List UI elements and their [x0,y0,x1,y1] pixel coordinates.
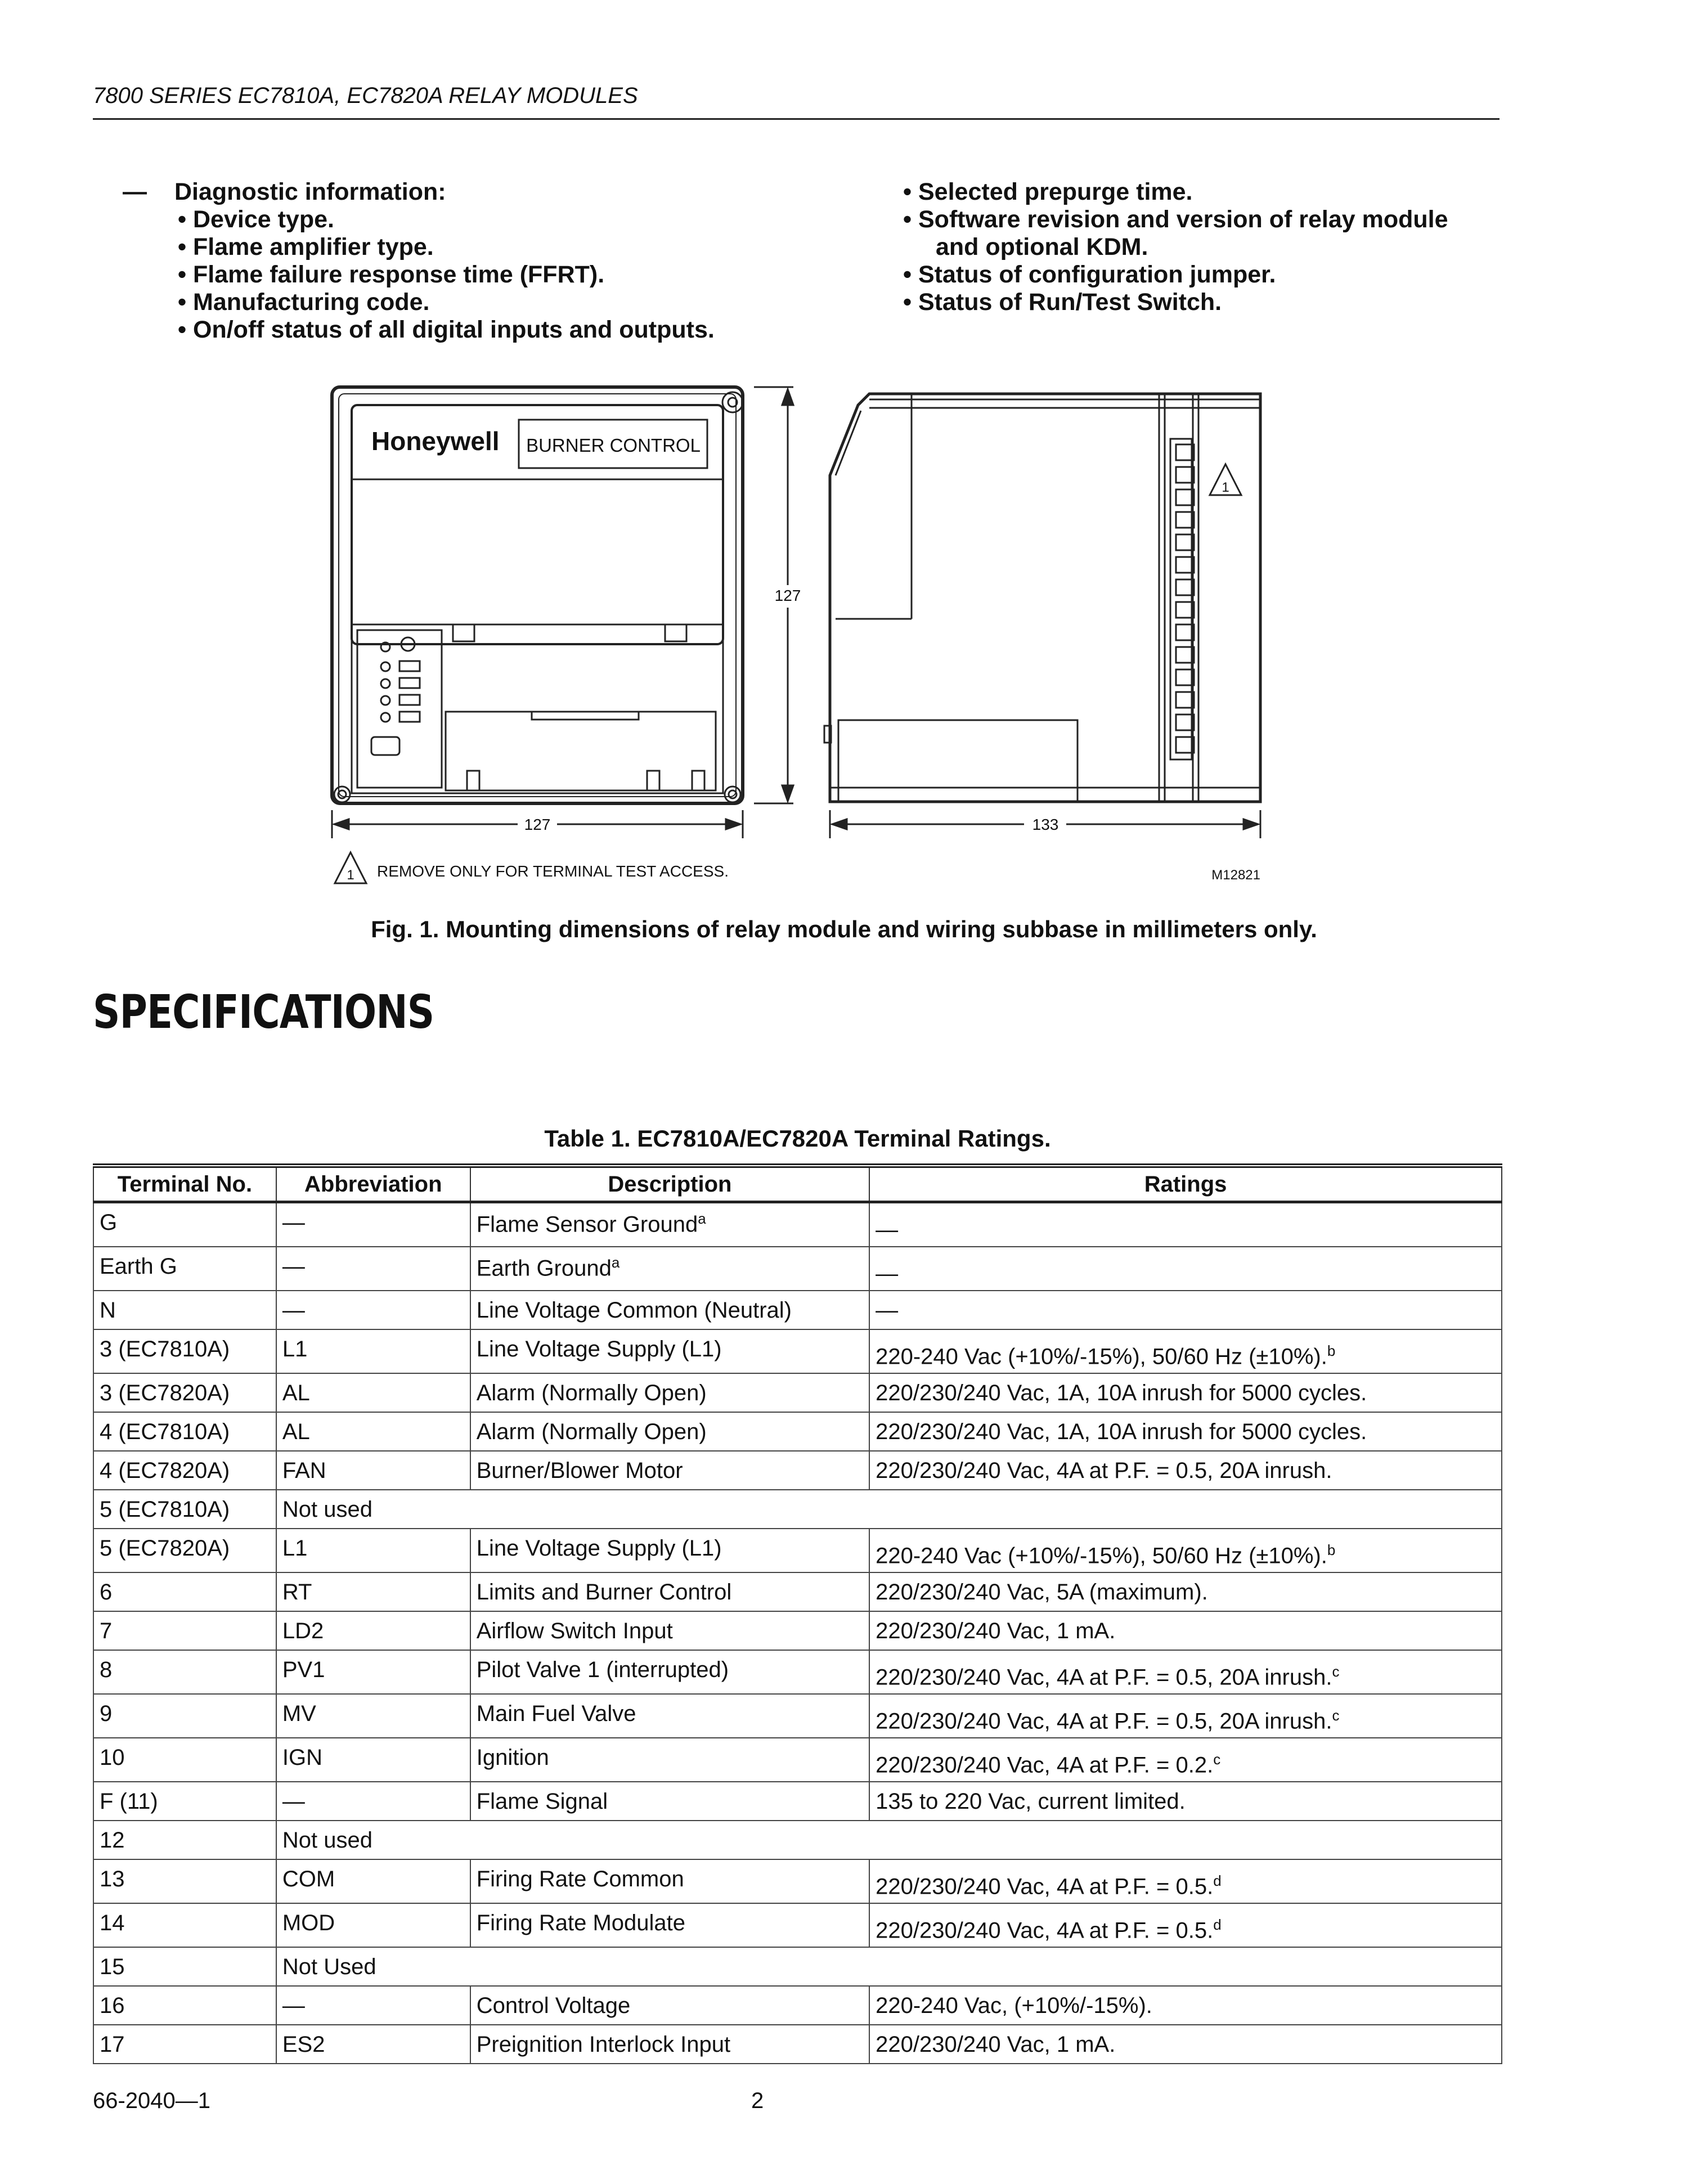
table-row [93,1859,1502,1903]
table-row [93,1490,1502,1529]
description-cell [470,2025,869,2064]
abbreviation-cell [276,1611,470,1650]
front-width-label: 127 [524,816,551,833]
description-cell-text: Firing Rate Modulate [476,1911,686,1935]
description-cell [470,1694,869,1738]
abbreviation-cell [276,1903,470,1947]
rating-cell-text: — [876,1298,899,1323]
rating-cell [869,2025,1502,2064]
table-row [93,1694,1502,1738]
terminal-cell [93,2025,276,2064]
table-row [93,1329,1502,1373]
rating-cell [869,1451,1502,1490]
rating-cell-text: 220/230/240 Vac, 1 mA. [876,2032,1116,2057]
abbreviation-cell [276,1247,470,1291]
terminal-cell [93,1412,276,1451]
rating-cell-text: 220/230/240 Vac, 1A, 10A inrush for 5000 cycles. [876,1381,1367,1405]
burner-control-label: BURNER CONTROL [526,435,701,456]
abbreviation-cell-text: MOD [282,1911,335,1935]
rating-cell-text: — [876,1261,899,1286]
description-cell-text: Limits and Burner Control [476,1580,732,1605]
terminal-cell [93,1694,276,1738]
front-view [332,387,743,803]
description-cell-text: Burner/Blower Motor [476,1458,683,1483]
terminal-cell [93,1782,276,1821]
terminal-cell [93,1986,276,2025]
not-used-cell [276,1821,1502,1859]
abbreviation-cell [276,1412,470,1451]
led-indicator [381,679,390,688]
rating-cell [869,1202,1502,1247]
description-cell [470,1451,869,1490]
table-row [93,1451,1502,1490]
terminal-cell [93,1373,276,1412]
footnote-marker: c [1332,1662,1340,1680]
table-body [93,1202,1502,2064]
footnote-marker: c [1332,1706,1340,1724]
description-cell-text: Ignition [476,1745,549,1770]
terminal-cell-text: 3 (EC7810A) [100,1337,230,1361]
footnote-marker: a [698,1210,706,1227]
table-row [93,1821,1502,1859]
description-cell-text: Airflow Switch Input [476,1619,673,1643]
table-row [93,1291,1502,1329]
running-header: 7800 SERIES EC7810A, EC7820A RELAY MODULES [93,83,638,108]
rating-cell-text: 220/230/240 Vac, 4A at P.F. = 0.5, 20A inrush. [876,1709,1332,1733]
not-used-cell-text: Not used [282,1497,372,1522]
description-cell [470,1782,869,1821]
abbreviation-cell-text: LD2 [282,1619,324,1643]
rating-cell [869,1650,1502,1694]
description-cell [470,1650,869,1694]
terminal-cell [93,1451,276,1490]
rating-cell-text: 220/230/240 Vac, 4A at P.F. = 0.5. [876,1918,1214,1943]
rating-cell [869,1373,1502,1412]
abbreviation-cell [276,1782,470,1821]
rating-cell-text: — [876,1217,899,1242]
rating-cell [869,1291,1502,1329]
led-indicator [381,696,390,705]
table-row [93,1373,1502,1412]
description-cell [470,1529,869,1572]
terminal-cell-text: 13 [100,1867,125,1891]
document-number: 66-2040—1 [93,2088,211,2113]
not-used-cell-text: Not used [282,1828,372,1853]
description-cell-text: Line Voltage Supply (L1) [476,1536,722,1561]
abbreviation-cell-text: — [282,1298,305,1323]
list-item: • Device type. [178,206,334,233]
led-indicator [381,662,390,671]
terminal-cell-text: 10 [100,1745,125,1770]
abbreviation-cell [276,1650,470,1694]
column-header: Terminal No. [93,1166,276,1202]
terminal-cell [93,1738,276,1782]
abbreviation-cell-text: — [282,1254,305,1279]
footnote-marker: d [1213,1872,1222,1889]
terminal-cell-text: 14 [100,1911,125,1935]
table-row [93,1202,1502,1247]
not-used-cell [276,1947,1502,1986]
table-row [93,1738,1502,1782]
abbreviation-cell-text: MV [282,1701,316,1726]
description-cell [470,1412,869,1451]
abbreviation-cell [276,1572,470,1611]
list-item: • Flame failure response time (FFRT). [178,261,605,288]
mounting-dimensions-figure [315,377,1272,900]
footnote-marker: b [1327,1342,1336,1359]
terminal-cell-text: 16 [100,1993,125,2018]
footnote-marker: a [611,1254,620,1271]
not-used-cell-text: Not Used [282,1954,376,1979]
header-rule [93,118,1500,120]
description-cell [470,1247,869,1291]
terminal-cell [93,1859,276,1903]
list-dash: — [123,178,147,205]
terminal-cell-text: 4 (EC7810A) [100,1419,230,1444]
table-row [93,1611,1502,1650]
abbreviation-cell-text: L1 [282,1337,308,1361]
abbreviation-cell-text: ES2 [282,2032,325,2057]
column-header: Ratings [869,1166,1502,1202]
list-item: • Status of configuration jumper. [903,261,1276,288]
terminal-cell [93,1903,276,1947]
footnote-marker: d [1213,1916,1222,1933]
description-cell-text: Line Voltage Supply (L1) [476,1337,722,1361]
abbreviation-cell [276,1329,470,1373]
abbreviation-cell [276,1986,470,2025]
rating-cell-text: 220/230/240 Vac, 1A, 10A inrush for 5000 cycles. [876,1419,1367,1444]
rating-cell [869,1247,1502,1291]
description-cell-text: Control Voltage [476,1993,631,2018]
table-row [93,1247,1502,1291]
rating-cell-text: 220/230/240 Vac, 4A at P.F. = 0.5, 20A inrush. [876,1665,1332,1689]
not-used-cell [276,1490,1502,1529]
side-view [824,394,1260,802]
description-cell-text: Firing Rate Common [476,1867,684,1891]
table-header-row [93,1166,1502,1202]
list-item: • Software revision and version of relay module [903,206,1448,233]
rating-cell [869,1738,1502,1782]
abbreviation-cell-text: AL [282,1419,310,1444]
terminal-cell-text: 15 [100,1954,125,1979]
column-header: Abbreviation [276,1166,470,1202]
terminal-cell-text: Earth G [100,1254,177,1279]
footnote-marker: b [1327,1541,1336,1558]
abbreviation-cell [276,1451,470,1490]
terminal-cell [93,1490,276,1529]
column-header: Description [470,1166,869,1202]
rating-cell [869,1529,1502,1572]
list-item: • Selected prepurge time. [903,178,1193,205]
abbreviation-cell [276,1694,470,1738]
terminal-cell-text: N [100,1298,116,1323]
diagnostic-list-left [123,178,715,344]
terminal-cell-text: F (11) [100,1789,158,1814]
rating-cell [869,1782,1502,1821]
rating-cell-text: 135 to 220 Vac, current limited. [876,1789,1186,1814]
figure-id: M12821 [1211,868,1260,883]
abbreviation-cell [276,1202,470,1247]
reset-button [371,737,399,755]
description-cell [470,1903,869,1947]
abbreviation-cell-text: — [282,1789,305,1814]
abbreviation-cell-text: L1 [282,1536,308,1561]
abbreviation-cell [276,1859,470,1903]
terminal-cell [93,1529,276,1572]
abbreviation-cell-text: AL [282,1381,310,1405]
rating-cell [869,1859,1502,1903]
list-item-continuation: and optional KDM. [936,233,1148,260]
description-cell-text: Alarm (Normally Open) [476,1381,707,1405]
terminal-cell [93,1611,276,1650]
terminal-cell [93,1821,276,1859]
terminal-ratings-table [93,1163,1502,2064]
rating-cell-text: 220/230/240 Vac, 4A at P.F. = 0.2. [876,1752,1214,1777]
note-marker-label: 1 [347,868,354,883]
table-row [93,1986,1502,2025]
description-cell [470,1738,869,1782]
table-row [93,1782,1502,1821]
list-item: • Flame amplifier type. [178,233,434,260]
terminal-cell-text: 5 (EC7810A) [100,1497,230,1522]
rating-cell-text: 220/230/240 Vac, 5A (maximum). [876,1580,1208,1605]
table-row [93,2025,1502,2064]
table-row [93,1650,1502,1694]
description-cell [470,1611,869,1650]
terminal-cell [93,1291,276,1329]
rating-cell [869,1572,1502,1611]
description-cell-text: Flame Sensor Ground [476,1212,698,1237]
table-title: Table 1. EC7810A/EC7820A Terminal Ratings. [544,1125,1051,1152]
rating-cell [869,1329,1502,1373]
terminal-cell-text: 5 (EC7820A) [100,1536,230,1561]
terminal-cell-text: G [100,1210,118,1235]
rating-cell-text: 220/230/240 Vac, 1 mA. [876,1619,1116,1643]
list-item: • Manufacturing code. [178,289,430,316]
abbreviation-cell-text: IGN [282,1745,322,1770]
rating-cell [869,1611,1502,1650]
warning-marker-label: 1 [1222,480,1229,495]
description-cell [470,1859,869,1903]
description-cell-text: Preignition Interlock Input [476,2032,731,2057]
table-row [93,1412,1502,1451]
note-text: REMOVE ONLY FOR TERMINAL TEST ACCESS. [377,862,729,880]
abbreviation-cell-text: FAN [282,1458,326,1483]
description-cell [470,1373,869,1412]
description-cell-text: Line Voltage Common (Neutral) [476,1298,792,1323]
list-item: • Status of Run/Test Switch. [903,289,1222,316]
terminal-cell [93,1202,276,1247]
page-number: 2 [751,2088,764,2113]
brand-logo: Honeywell [371,426,500,456]
list-item: • On/off status of all digital inputs and outputs. [178,316,715,343]
terminal-cell [93,1947,276,1986]
abbreviation-cell-text: — [282,1993,305,2018]
terminal-cell-text: 12 [100,1828,125,1853]
terminal-cell [93,1329,276,1373]
terminal-cell-text: 6 [100,1580,113,1605]
abbreviation-cell [276,1373,470,1412]
terminal-cell-text: 4 (EC7820A) [100,1458,230,1483]
abbreviation-cell [276,1738,470,1782]
footnote-marker: c [1213,1750,1221,1768]
description-cell-text: Main Fuel Valve [476,1701,636,1726]
abbreviation-cell [276,2025,470,2064]
terminal-cell-text: 8 [100,1657,113,1682]
section-title: SPECIFICATIONS [93,986,434,1039]
rating-cell-text: 220-240 Vac (+10%/-15%), 50/60 Hz (±10%). [876,1543,1327,1568]
abbreviation-cell-text: RT [282,1580,312,1605]
terminal-cell-text: 9 [100,1701,113,1726]
rating-cell-text: 220/230/240 Vac, 4A at P.F. = 0.5. [876,1874,1214,1899]
diagnostic-list-right [903,178,1448,316]
rating-cell-text: 220-240 Vac, (+10%/-15%). [876,1993,1152,2018]
terminal-cell-text: 17 [100,2032,125,2057]
abbreviation-cell [276,1291,470,1329]
description-cell-text: Pilot Valve 1 (interrupted) [476,1657,729,1682]
description-cell [470,1572,869,1611]
table-row [93,1572,1502,1611]
figure-caption: Fig. 1. Mounting dimensions of relay module and wiring subbase in millimeters only. [371,916,1317,942]
terminal-cell [93,1572,276,1611]
rating-cell [869,1986,1502,2025]
description-cell [470,1202,869,1247]
terminal-cell [93,1247,276,1291]
terminal-cell-text: 3 (EC7820A) [100,1381,230,1405]
table-row [93,1947,1502,1986]
height-dimension-label: 127 [774,587,801,604]
rating-cell [869,1694,1502,1738]
rating-cell-text: 220/230/240 Vac, 4A at P.F. = 0.5, 20A inrush. [876,1458,1332,1483]
abbreviation-cell-text: COM [282,1867,335,1891]
rating-cell [869,1903,1502,1947]
description-cell [470,1329,869,1373]
abbreviation-cell-text: PV1 [282,1657,325,1682]
description-cell-text: Alarm (Normally Open) [476,1419,707,1444]
abbreviation-cell [276,1529,470,1572]
rating-cell [869,1412,1502,1451]
table-row [93,1903,1502,1947]
description-cell [470,1986,869,2025]
rating-cell-text: 220-240 Vac (+10%/-15%), 50/60 Hz (±10%). [876,1344,1327,1369]
table-row [93,1529,1502,1572]
led-indicator [381,713,390,722]
description-cell [470,1291,869,1329]
side-width-label: 133 [1032,816,1059,833]
description-cell-text: Flame Signal [476,1789,608,1814]
description-cell-text: Earth Ground [476,1256,612,1281]
terminal-cell-text: 7 [100,1619,113,1643]
abbreviation-cell-text: — [282,1210,305,1235]
diagnostic-heading: Diagnostic information: [174,178,446,205]
terminal-cell [93,1650,276,1694]
